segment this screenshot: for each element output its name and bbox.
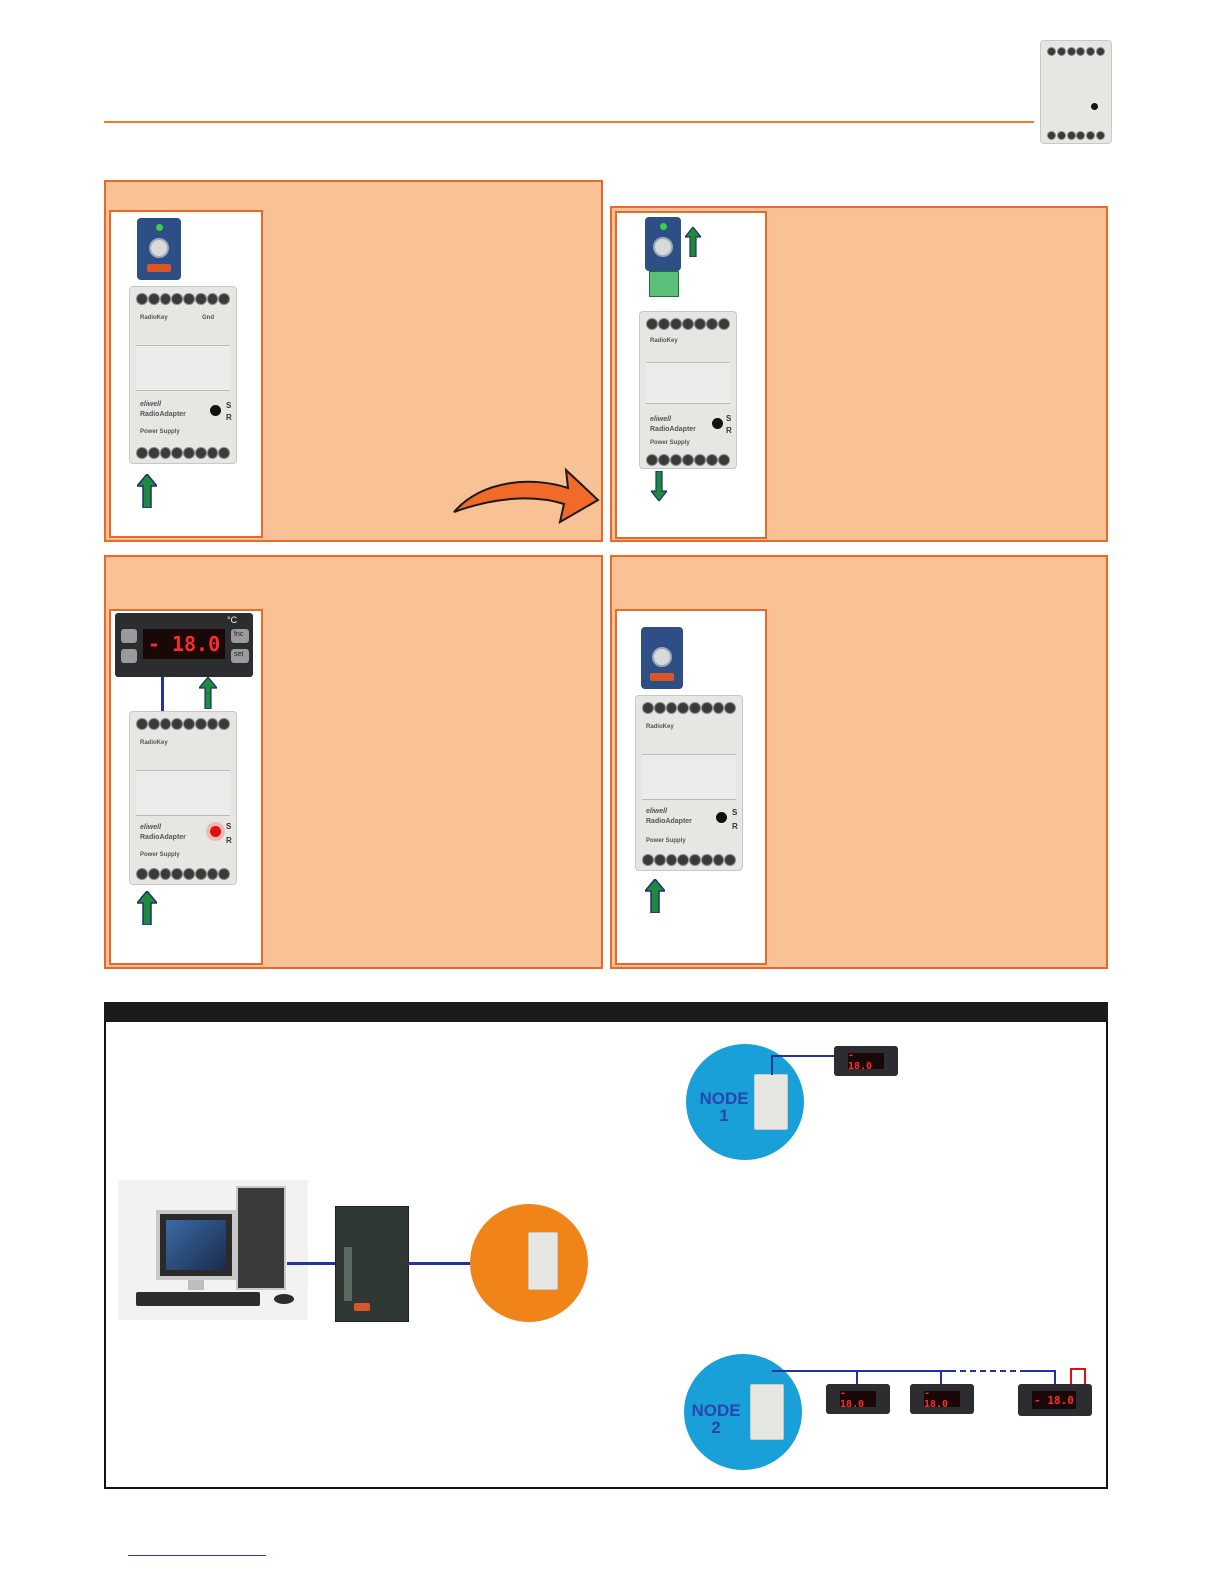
footer-link[interactable]	[128, 1555, 266, 1556]
gateway-cable	[407, 1262, 473, 1265]
gateway-ports	[344, 1247, 352, 1301]
node-1-number: 1	[719, 1106, 729, 1125]
radiokey-logo	[650, 673, 674, 681]
product-label: RadioAdapter	[650, 426, 696, 433]
status-led-icon	[1091, 103, 1098, 110]
node-1-wire-vertical	[771, 1055, 773, 1075]
r-label: R	[732, 822, 738, 831]
power-supply-label: Power Supply	[140, 429, 180, 435]
r-label: R	[226, 413, 232, 422]
radiokey-image	[137, 218, 181, 280]
curved-arrow-icon	[452, 462, 600, 528]
coordinator-device	[528, 1232, 558, 1290]
terminal-strip	[136, 447, 230, 461]
node-2-reading-3: - 18.0	[1032, 1391, 1076, 1409]
step-panel-2	[610, 206, 1108, 542]
radiokey-label: RadioKey	[646, 724, 674, 730]
red-led-icon	[210, 826, 221, 837]
status-led-icon	[716, 812, 727, 823]
node-1-label	[694, 1090, 754, 1124]
arrow-up-icon	[685, 227, 701, 257]
controller-display	[115, 613, 253, 677]
radioadapter-device	[129, 711, 237, 885]
r-label: R	[226, 836, 232, 845]
radiokey-logo	[147, 264, 171, 272]
node-2-number: 2	[711, 1418, 721, 1437]
radiokey-label: RadioKey	[140, 740, 168, 746]
set-label: set	[234, 651, 244, 658]
product-label: RadioAdapter	[140, 834, 186, 841]
node-2-bus-dashed	[950, 1370, 1026, 1372]
pc-image	[118, 1180, 308, 1320]
terminal-strip	[1047, 47, 1105, 61]
s-label: S	[726, 414, 732, 423]
mouse-icon	[274, 1294, 294, 1304]
device-cover	[646, 362, 730, 404]
power-supply-label: Power Supply	[140, 852, 180, 858]
terminal-strip	[136, 718, 230, 732]
s-label: S	[226, 401, 232, 410]
arrow-up-icon	[137, 474, 157, 508]
radioadapter-device	[639, 311, 737, 469]
network-header-bar	[104, 1002, 1108, 1022]
radiokey-image	[645, 217, 681, 271]
header-device-image	[1040, 40, 1112, 144]
pc-cable	[287, 1262, 335, 1265]
node-2-controller-1	[826, 1384, 890, 1414]
s-label: S	[226, 822, 232, 831]
dial-icon	[653, 237, 673, 257]
monitor-stand	[188, 1280, 204, 1290]
green-led-icon	[660, 223, 667, 230]
fnc-label: fnc	[234, 631, 244, 638]
fnc-button-icon	[231, 629, 249, 643]
node-2-word: NODE	[691, 1401, 741, 1420]
step-3-photo	[109, 609, 263, 965]
controller-cable	[161, 677, 164, 711]
step-1-photo	[109, 210, 263, 538]
power-supply-label: Power Supply	[650, 440, 690, 446]
brand-label: eliwell	[140, 824, 162, 831]
set-button-icon	[231, 649, 249, 663]
node-1-word: NODE	[699, 1089, 749, 1108]
gateway-device	[335, 1206, 409, 1322]
keyboard-icon	[136, 1292, 260, 1306]
arrow-up-icon	[137, 891, 157, 925]
step-4-photo	[615, 609, 767, 965]
step-2-photo	[615, 211, 767, 539]
brand-label: eliwell	[646, 808, 668, 815]
node-1-wire-horizontal	[771, 1055, 835, 1057]
radioadapter-device	[635, 695, 743, 871]
gateway-logo	[354, 1303, 370, 1311]
gnd-label: Gnd	[202, 315, 214, 321]
terminal-strip	[642, 854, 736, 868]
product-label: RadioAdapter	[140, 411, 186, 418]
radiokey-connector	[649, 271, 679, 297]
brand-label: eliwell	[140, 401, 162, 408]
node-2-bus-wire-end	[1026, 1370, 1056, 1372]
status-led-icon	[210, 405, 221, 416]
terminal-strip	[642, 702, 736, 716]
power-supply-label: Power Supply	[646, 838, 686, 844]
controller-reading: - 18.0	[143, 629, 225, 659]
node-2-label	[686, 1402, 746, 1436]
terminal-strip	[1047, 131, 1105, 145]
arrow-down-icon	[651, 471, 667, 501]
product-label: RadioAdapter	[646, 818, 692, 825]
node-1-device	[754, 1074, 788, 1130]
terminal-strip	[646, 318, 730, 332]
radioadapter-device	[129, 286, 237, 464]
arrow-up-icon	[199, 677, 217, 709]
node-1-reading: - 18.0	[848, 1053, 884, 1069]
s-label: S	[732, 808, 738, 817]
terminal-strip	[646, 454, 730, 468]
device-cover	[136, 345, 230, 391]
node-2-reading-2: - 18.0	[924, 1391, 960, 1407]
header-rule	[104, 121, 1034, 123]
device-cover	[642, 754, 736, 800]
termination-resistor-icon	[1070, 1368, 1086, 1384]
radiokey-label: RadioKey	[140, 315, 168, 321]
arrow-up-icon	[645, 879, 665, 913]
brand-label: eliwell	[650, 416, 672, 423]
radiokey-label: RadioKey	[650, 338, 678, 344]
node-2-reading-1: - 18.0	[840, 1391, 876, 1407]
green-led-icon	[156, 224, 163, 231]
dial-icon	[652, 647, 672, 667]
unit-label: °C	[227, 615, 238, 625]
device-cover	[136, 770, 230, 816]
step-panel-3	[104, 555, 603, 969]
terminal-strip	[136, 868, 230, 882]
down-button-icon	[121, 649, 137, 663]
node-2-controller-2	[910, 1384, 974, 1414]
tower-icon	[236, 1186, 286, 1290]
coordinator-circle	[470, 1204, 588, 1322]
status-led-icon	[712, 418, 723, 429]
node-2-controller-3	[1018, 1384, 1092, 1416]
up-button-icon	[121, 629, 137, 643]
node-2-device	[750, 1384, 784, 1440]
dial-icon	[149, 238, 169, 258]
r-label: R	[726, 426, 732, 435]
terminal-strip	[136, 293, 230, 307]
step-panel-4	[610, 555, 1108, 969]
node-2-bus-wire	[772, 1370, 950, 1372]
monitor-icon	[156, 1210, 236, 1280]
radiokey-image	[641, 627, 683, 689]
node-1-controller	[834, 1046, 898, 1076]
